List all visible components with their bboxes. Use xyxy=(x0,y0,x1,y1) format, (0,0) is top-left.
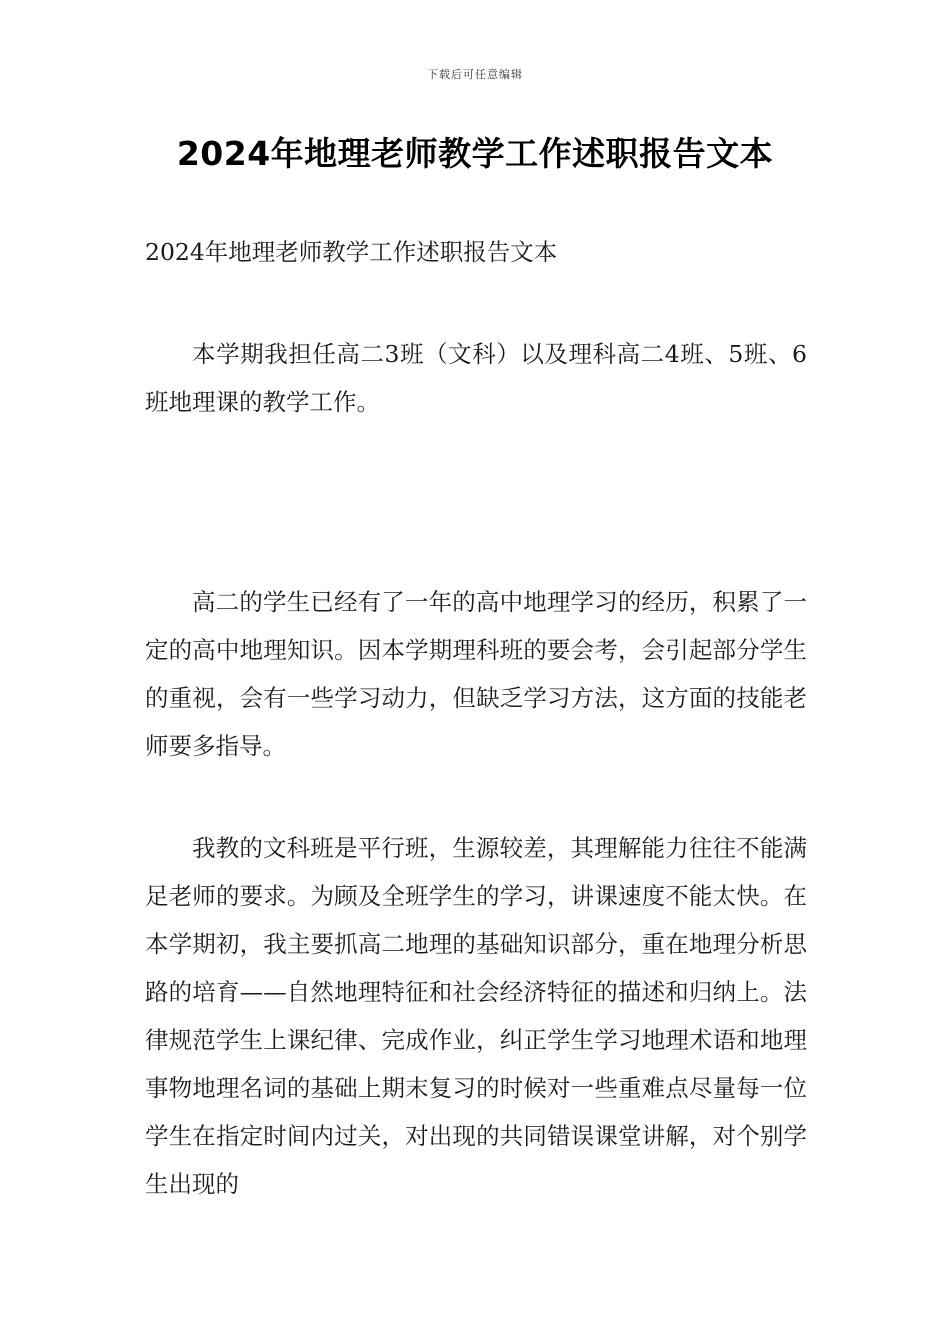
header-note: 下载后可任意编辑 xyxy=(427,68,523,81)
paragraph-3: 我教的文科班是平行班，生源较差，其理解能力往往不能满足老师的要求。为顾及全班学生的学习，讲课速度不能太快。在本学期初，我主要抓高二地理的基础知识部分，重在地理分析思路的培育——自然地理特征和社会经济特征的描述和归纳上。法律规范学生上课纪律、完成作业，纠正学生学习地理术语和地理事物地理名词的基础上期末复习的时候对一些重难点尽量每一位学生在指定时间内过关，对出现的共同错误课堂讲解，对个别学生出现的 xyxy=(145,834,807,1198)
document-title: 2024年地理老师教学工作述职报告文本 xyxy=(176,134,774,173)
paragraph-1: 本学期我担任高二3班（文科）以及理科高二4班、5班、6班地理课的教学工作。 xyxy=(145,340,807,416)
paragraph-2: 高二的学生已经有了一年的高中地理学习的经历，积累了一定的高中地理知识。因本学期理科班的要会考，会引起部分学生的重视，会有一些学习动力，但缺乏学习方法，这方面的技能老师要多指导。 xyxy=(145,588,807,760)
document-subtitle: 2024年地理老师教学工作述职报告文本 xyxy=(145,238,558,266)
